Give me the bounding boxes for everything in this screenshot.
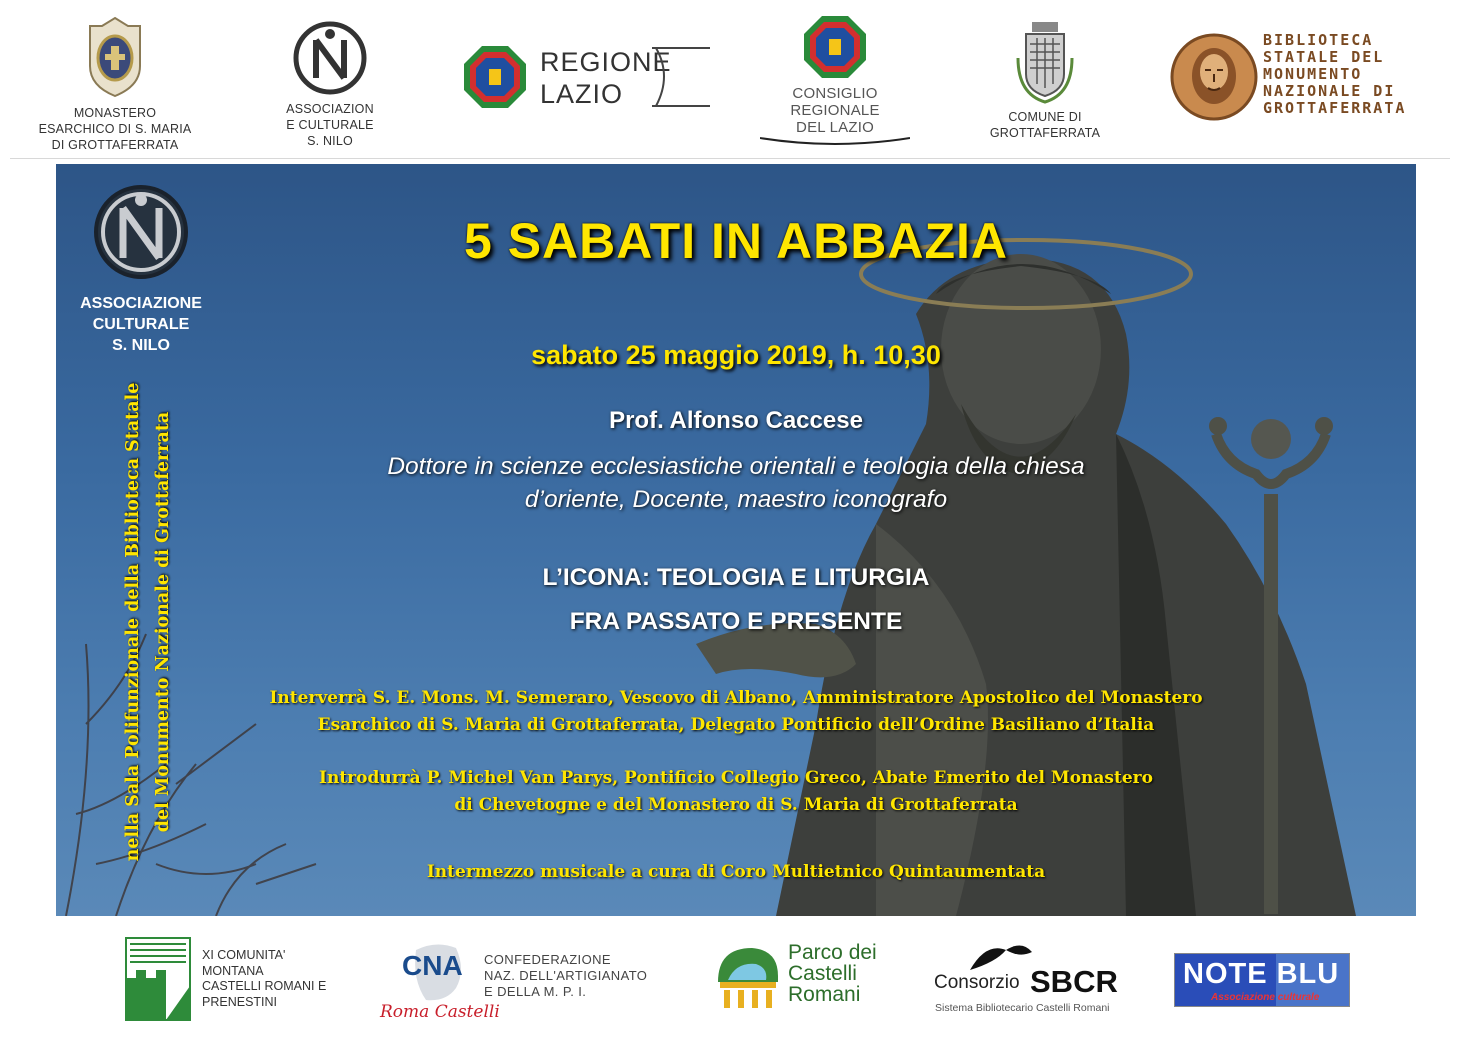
sbcr-caption: Sistema Bibliotecario Castelli Romani xyxy=(935,1002,1110,1014)
parco-castelli-logo xyxy=(712,942,882,1012)
monastero-caption: MONASTERO ESARCHICO DI S. MARIA DI GROTTAFERRATA xyxy=(38,106,192,152)
music-interlude: Intermezzo musicale a cura di Coro Multietnico Quintaumentata xyxy=(426,862,1046,882)
sbcr-label: SBCR xyxy=(1030,964,1118,999)
san-nilo-icon xyxy=(292,20,368,96)
talk-line-1: L’ICONA: TEOLOGIA E LITURGIA xyxy=(542,564,930,591)
sbcr-leaf-icon xyxy=(966,940,1036,976)
comunita-caption: XI COMUNITA' MONTANA CASTELLI ROMANI E PRENESTINI xyxy=(202,948,327,1009)
event-date: sabato 25 maggio 2019, h. 10,30 xyxy=(531,340,941,370)
consiglio-emblem-icon xyxy=(802,14,868,80)
regione-lazio-logo xyxy=(462,38,722,116)
intro-line-2: di Chevetogne e del Monastero di S. Maria di Grottaferrata xyxy=(454,795,1018,815)
event-panel xyxy=(56,164,1416,916)
biblioteca-logo xyxy=(1165,28,1405,128)
talk-line-2: FRA PASSATO E PRESENTE xyxy=(569,608,903,635)
speaker-role xyxy=(56,450,1416,516)
monastero-crest-icon xyxy=(80,14,150,100)
consiglio-caption: CONSIGLIO REGIONALE DEL LAZIO xyxy=(790,85,880,136)
intervention-line-2: Esarchico di S. Maria di Grottaferrata, Delegato Pontificio dell’Ordine Basiliano d’Italia xyxy=(317,715,1155,735)
logo-header xyxy=(0,0,1476,160)
cna-label: CNA xyxy=(402,950,463,981)
role-line-2: d’oriente, Docente, maestro iconografo xyxy=(524,486,948,513)
comune-crest-icon xyxy=(1012,18,1078,104)
consiglio-arc-icon xyxy=(760,136,910,150)
venue-line-2: del Monumento Nazionale di Grottaferrata xyxy=(153,411,173,833)
note-blu-label: NOTE BLU xyxy=(1183,958,1340,990)
associazione-logo xyxy=(270,20,390,149)
association-name: ASSOCIAZIONE CULTURALE S. NILO xyxy=(80,295,202,354)
sbcr-consorzio: Consorzio xyxy=(934,972,1020,993)
intro-line-1: Introdurrà P. Michel Van Parys, Pontificio Collegio Greco, Abate Emerito del Monastero xyxy=(319,768,1153,788)
cna-caption: CONFEDERAZIONE NAZ. DELL'ARTIGIANATO E DELLA M. P. I. xyxy=(484,952,648,999)
regione-emblem-icon xyxy=(462,44,528,110)
regione-label: REGIONE LAZIO xyxy=(540,47,672,109)
event-title: 5 SABATI IN ABBAZIA xyxy=(464,213,1008,269)
note-blu-logo xyxy=(1174,953,1350,1007)
header-divider xyxy=(10,158,1450,159)
associazione-caption: ASSOCIAZION E CULTURALE S. NILO xyxy=(286,102,374,148)
consorzio-sbcr-logo xyxy=(930,940,1118,1020)
consiglio-regionale-logo xyxy=(760,14,910,155)
venue-line-1: nella Sala Polifunzionale della Biblioteca Statale xyxy=(123,382,143,862)
biblioteca-label: BIBLIOTECA STATALE DEL MONUMENTO NAZIONALE DI GROTTAFERRATA xyxy=(1263,31,1407,117)
intervention-text xyxy=(56,685,1416,739)
comunita-tower-icon xyxy=(122,930,194,1025)
speaker-name: Prof. Alfonso Caccese xyxy=(609,407,863,434)
comunita-montana-logo xyxy=(122,930,362,1025)
intervention-line-1: Interverrà S. E. Mons. M. Semeraro, Vescovo di Albano, Amministratore Apostolico del Monastero xyxy=(269,688,1203,708)
role-line-1: Dottore in scienze ecclesiastiche orientali e teologia della chiesa xyxy=(387,453,1085,480)
comune-logo xyxy=(985,18,1105,141)
parco-caption: Parco dei Castelli Romani xyxy=(788,941,877,1006)
cna-logo xyxy=(380,940,680,1030)
parco-emblem-icon xyxy=(712,942,782,1012)
introduction-text xyxy=(56,765,1416,819)
comune-caption: COMUNE DI GROTTAFERRATA xyxy=(989,110,1101,140)
cna-city: Roma Castelli xyxy=(380,1002,500,1022)
regione-swoosh-icon xyxy=(652,46,712,108)
talk-title xyxy=(56,556,1416,644)
monastero-logo xyxy=(30,14,200,153)
biblioteca-face-icon xyxy=(1169,32,1259,122)
note-blu-caption: Associazione culturale xyxy=(1211,992,1320,1003)
